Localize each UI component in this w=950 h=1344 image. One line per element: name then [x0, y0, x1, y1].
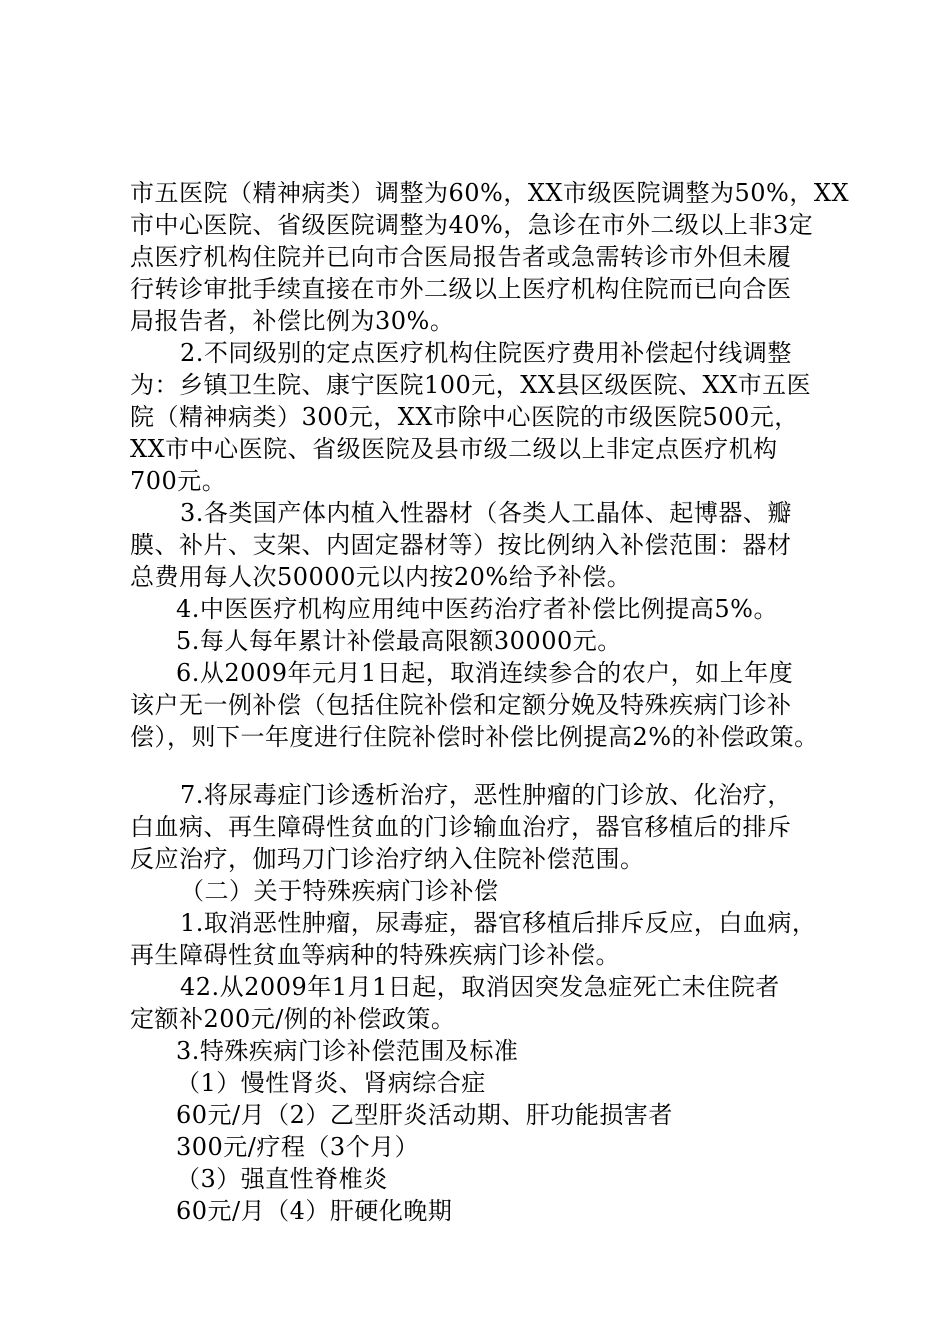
text-line: 60元/月（4）肝硬化晚期: [176, 1197, 453, 1225]
text-line: 行转诊审批手续直接在市外二级以上医疗机构住院而已向合医: [130, 275, 792, 303]
text-line: 300元/疗程（3个月）: [176, 1133, 420, 1161]
text-line: 定额补200元/例的补偿政策。: [130, 1005, 456, 1033]
text-line: （3）强直性脊椎炎: [176, 1165, 388, 1193]
text-line: 膜、补片、支架、内固定器材等）按比例纳入补偿范围：器材: [130, 531, 792, 559]
text-line: 该户无一例补偿（包括住院补偿和定额分娩及特殊疾病门诊补: [130, 691, 792, 719]
text-line: 60元/月（2）乙型肝炎活动期、肝功能损害者: [176, 1101, 673, 1129]
text-line: 700元。: [130, 467, 227, 495]
text-line: 市五医院（精神病类）调整为60%，XX市级医院调整为50%，XX: [130, 179, 850, 207]
text-line: 1.取消恶性肿瘤，尿毒症，器官移植后排斥反应，白血病，: [180, 909, 817, 937]
text-line: 3.各类国产体内植入性器材（各类人工晶体、起博器、瓣: [180, 499, 792, 527]
text-line: （1）慢性肾炎、肾病综合症: [176, 1069, 486, 1097]
text-line: 偿），则下一年度进行住院补偿时补偿比例提高2%的补偿政策。: [130, 723, 819, 751]
text-line: 42.从2009年1月1日起，取消因突发急症死亡未住院者: [180, 973, 780, 1001]
text-line: 总费用每人次50000元以内按20%给予补偿。: [130, 563, 632, 591]
text-line: 白血病、再生障碍性贫血的门诊输血治疗，器官移植后的排斥: [130, 813, 792, 841]
text-line: 5.每人每年累计补偿最高限额30000元。: [176, 627, 622, 655]
text-line: 7.将尿毒症门诊透析治疗，恶性肿瘤的门诊放、化治疗，: [180, 781, 792, 809]
text-line: 为：乡镇卫生院、康宁医院100元，XX县区级医院、XX市五医: [130, 371, 812, 399]
text-line: 院（精神病类）300元，XX市除中心医院的市级医院500元，: [130, 403, 799, 431]
text-line: 局报告者，补偿比例为30%。: [130, 307, 455, 335]
text-line: 市中心医院、省级医院调整为40%，急诊在市外二级以上非3定: [130, 211, 814, 239]
text-line: 反应治疗，伽玛刀门诊治疗纳入住院补偿范围。: [130, 845, 645, 873]
text-line: 再生障碍性贫血等病种的特殊疾病门诊补偿。: [130, 941, 620, 969]
text-line: 点医疗机构住院并已向市合医局报告者或急需转诊市外但未履: [130, 243, 792, 271]
text-line: XX市中心医院、省级医院及县市级二级以上非定点医疗机构: [130, 435, 778, 463]
text-line: 2.不同级别的定点医疗机构住院医疗费用补偿起付线调整: [180, 339, 792, 367]
text-line: 3.特殊疾病门诊补偿范围及标准: [176, 1037, 519, 1065]
text-line: 6.从2009年元月1日起，取消连续参合的农户，如上年度: [176, 659, 794, 687]
text-line: 4.中医医疗机构应用纯中医药治疗者补偿比例提高5%。: [176, 595, 778, 623]
section-heading: （二）关于特殊疾病门诊补偿: [180, 877, 499, 905]
